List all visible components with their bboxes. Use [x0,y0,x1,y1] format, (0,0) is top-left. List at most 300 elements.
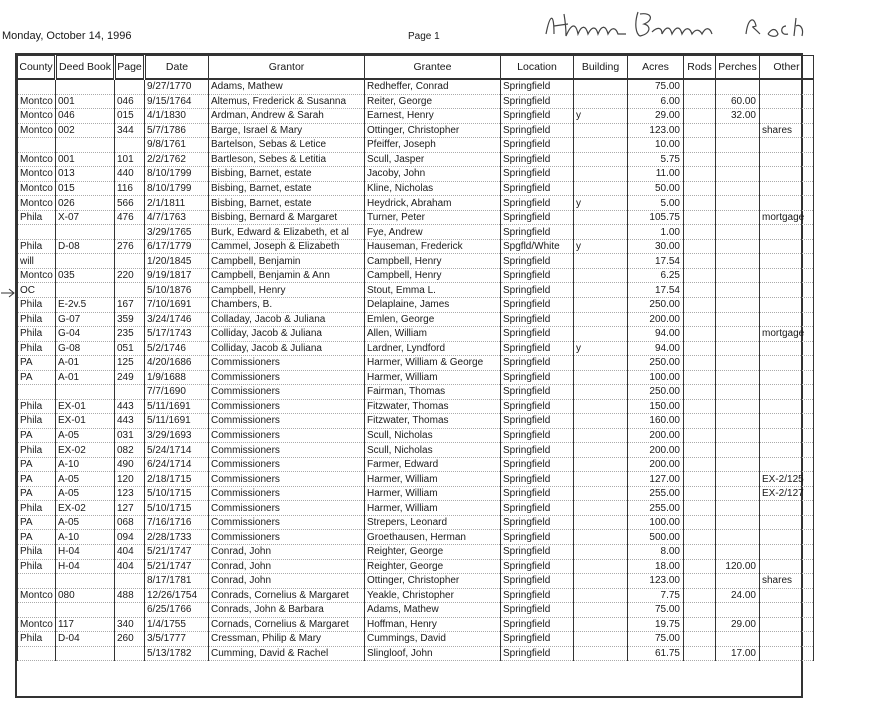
cell-building [574,588,628,603]
cell-page: 260 [115,632,145,647]
cell-location: Springfield [501,283,574,298]
cell-county: Phila [18,399,56,414]
cell-deed-book [56,283,115,298]
cell-rods [684,109,716,124]
cell-building [574,399,628,414]
cell-perches [716,457,760,472]
cell-page: 125 [115,356,145,371]
cell-rods [684,341,716,356]
cell-acres: 18.00 [628,559,684,574]
cell-other [760,603,814,618]
table-row [18,225,814,240]
cell-grantee: Heydrick, Abraham [365,196,501,211]
cell-grantee: Scull, Nicholas [365,443,501,458]
cell-other [760,428,814,443]
cell-date: 2/2/1762 [145,152,209,167]
cell-grantor: Bisbing, Barnet, estate [209,196,365,211]
cell-other [760,443,814,458]
cell-grantor: Commissioners [209,370,365,385]
cell-rods [684,559,716,574]
cell-acres: 10.00 [628,138,684,153]
cell-county: Montco [18,181,56,196]
cell-grantee: Emlen, George [365,312,501,327]
cell-location: Springfield [501,486,574,501]
cell-county: Phila [18,632,56,647]
cell-acres: 100.00 [628,515,684,530]
cell-building: y [574,109,628,124]
cell-county [18,574,56,589]
cell-building [574,356,628,371]
cell-page: 276 [115,239,145,254]
cell-location: Springfield [501,370,574,385]
table-row [18,414,814,429]
cell-deed-book: G-08 [56,341,115,356]
table-row [18,239,814,254]
cell-date: 6/25/1766 [145,603,209,618]
cell-perches: 17.00 [716,646,760,661]
cell-grantor: Bisbing, Bernard & Margaret [209,210,365,225]
table-row [18,79,814,94]
cell-grantee: Hauseman, Frederick [365,239,501,254]
cell-rods [684,428,716,443]
cell-building [574,181,628,196]
cell-location: Springfield [501,196,574,211]
cell-perches [716,530,760,545]
cell-rods [684,94,716,109]
cell-date: 4/20/1686 [145,356,209,371]
table-row [18,501,814,516]
cell-grantee: Adams, Mathew [365,603,501,618]
cell-page: 235 [115,327,145,342]
col-rods: Rods [684,56,716,80]
cell-county: PA [18,428,56,443]
table-row [18,472,814,487]
cell-county: Phila [18,312,56,327]
cell-rods [684,632,716,647]
cell-other [760,545,814,560]
table-row [18,370,814,385]
cell-perches [716,356,760,371]
cell-perches [716,181,760,196]
cell-page: 249 [115,370,145,385]
cell-county: will [18,254,56,269]
cell-county: Phila [18,297,56,312]
cell-deed-book: EX-02 [56,443,115,458]
cell-date: 3/5/1777 [145,632,209,647]
cell-rods [684,501,716,516]
cell-acres: 150.00 [628,399,684,414]
cell-page: 101 [115,152,145,167]
cell-grantee: Pfeiffer, Joseph [365,138,501,153]
table-row [18,268,814,283]
col-deed-book: Deed Book [56,56,115,80]
cell-building: y [574,239,628,254]
cell-acres: 123.00 [628,574,684,589]
cell-deed-book: EX-01 [56,414,115,429]
cell-acres: 255.00 [628,501,684,516]
cell-county: Phila [18,239,56,254]
cell-rods [684,181,716,196]
cell-grantor: Commissioners [209,414,365,429]
cell-grantor: Bartleson, Sebes & Letitia [209,152,365,167]
cell-acres: 19.75 [628,617,684,632]
cell-grantor: Commissioners [209,530,365,545]
cell-acres: 160.00 [628,414,684,429]
cell-grantee: Reighter, George [365,559,501,574]
table-row [18,603,814,618]
cell-perches [716,486,760,501]
cell-perches [716,428,760,443]
cell-location: Springfield [501,225,574,240]
cell-grantee: Earnest, Henry [365,109,501,124]
cell-other [760,530,814,545]
cell-date: 9/8/1761 [145,138,209,153]
handwritten-signature [540,4,840,48]
cell-deed-book [56,225,115,240]
cell-grantor: Commissioners [209,472,365,487]
cell-grantor: Campbell, Benjamin & Ann [209,268,365,283]
cell-building [574,632,628,647]
cell-date: 2/1/1811 [145,196,209,211]
cell-acres: 100.00 [628,370,684,385]
cell-deed-book: A-10 [56,530,115,545]
cell-acres: 8.00 [628,545,684,560]
table-row [18,486,814,501]
cell-building [574,79,628,94]
cell-other: mortgage [760,210,814,225]
cell-grantee: Jacoby, John [365,167,501,182]
cell-county [18,138,56,153]
cell-location: Springfield [501,428,574,443]
cell-perches [716,239,760,254]
cell-date: 5/10/1715 [145,486,209,501]
cell-grantor: Conrad, John [209,559,365,574]
cell-location: Springfield [501,501,574,516]
cell-other [760,283,814,298]
cell-building [574,254,628,269]
cell-building [574,210,628,225]
table-row [18,196,814,211]
table-row [18,530,814,545]
cell-acres: 6.00 [628,94,684,109]
cell-location: Springfield [501,399,574,414]
cell-building [574,94,628,109]
cell-perches [716,254,760,269]
cell-acres: 1.00 [628,225,684,240]
cell-page: 120 [115,472,145,487]
cell-perches [716,79,760,94]
cell-perches [716,399,760,414]
cell-perches: 120.00 [716,559,760,574]
cell-date: 4/1/1830 [145,109,209,124]
cell-county: OC [18,283,56,298]
cell-building [574,428,628,443]
cell-location: Springfield [501,327,574,342]
cell-date: 5/11/1691 [145,414,209,429]
cell-deed-book: H-04 [56,545,115,560]
cell-page: 443 [115,399,145,414]
cell-other [760,79,814,94]
cell-date: 5/7/1786 [145,123,209,138]
cell-grantee: Campbell, Henry [365,254,501,269]
report-date: Monday, October 14, 1996 [2,30,132,42]
cell-county: Montco [18,196,56,211]
cell-rods [684,225,716,240]
cell-date: 3/29/1765 [145,225,209,240]
cell-perches [716,341,760,356]
cell-deed-book: G-07 [56,312,115,327]
cell-acres: 127.00 [628,472,684,487]
table-header-row [18,56,814,80]
cell-perches [716,297,760,312]
cell-date: 5/11/1691 [145,399,209,414]
cell-grantee: Harmer, William [365,370,501,385]
cell-rods [684,588,716,603]
cell-location: Springfield [501,210,574,225]
cell-grantee: Turner, Peter [365,210,501,225]
cell-page: 488 [115,588,145,603]
cell-perches [716,632,760,647]
cell-rods [684,603,716,618]
cell-building [574,327,628,342]
col-date: Date [145,56,209,80]
cell-county: Montco [18,167,56,182]
cell-grantor: Commissioners [209,356,365,371]
cell-date: 1/20/1845 [145,254,209,269]
cell-acres: 50.00 [628,181,684,196]
cell-building [574,486,628,501]
table-row [18,341,814,356]
cell-building [574,646,628,661]
cell-deed-book: EX-02 [56,501,115,516]
cell-location: Springfield [501,138,574,153]
cell-acres: 250.00 [628,385,684,400]
table-row [18,588,814,603]
cell-page [115,574,145,589]
cell-grantee: Harmer, William [365,486,501,501]
cell-acres: 29.00 [628,109,684,124]
cell-building [574,297,628,312]
cell-county: Montco [18,588,56,603]
cell-location: Springfield [501,530,574,545]
cell-page [115,254,145,269]
cell-grantor: Conrads, John & Barbara [209,603,365,618]
cell-building [574,414,628,429]
cell-grantor: Barge, Israel & Mary [209,123,365,138]
cell-rods [684,239,716,254]
cell-acres: 30.00 [628,239,684,254]
cell-date: 6/17/1779 [145,239,209,254]
col-grantee: Grantee [365,56,501,80]
cell-grantee: Strepers, Leonard [365,515,501,530]
cell-acres: 123.00 [628,123,684,138]
cell-perches [716,283,760,298]
cell-building [574,385,628,400]
cell-grantee: Harmer, William [365,501,501,516]
cell-acres: 105.75 [628,210,684,225]
cell-perches [716,123,760,138]
col-page: Page [115,56,145,80]
col-county: County [18,56,56,80]
table-row [18,210,814,225]
cell-location: Springfield [501,356,574,371]
cell-perches: 60.00 [716,94,760,109]
cell-building [574,574,628,589]
cell-location: Springfield [501,109,574,124]
cell-location: Springfield [501,443,574,458]
table-row [18,457,814,472]
cell-building [574,123,628,138]
cell-acres: 17.54 [628,254,684,269]
cell-acres: 200.00 [628,428,684,443]
cell-grantee: Fairman, Thomas [365,385,501,400]
cell-page: 116 [115,181,145,196]
cell-location: Springfield [501,181,574,196]
cell-grantor: Bisbing, Barnet, estate [209,181,365,196]
cell-grantee: Reighter, George [365,545,501,560]
cell-grantor: Cressman, Philip & Mary [209,632,365,647]
cell-county [18,79,56,94]
cell-deed-book: 035 [56,268,115,283]
cell-county: Montco [18,152,56,167]
cell-perches [716,138,760,153]
cell-date: 8/10/1799 [145,181,209,196]
cell-other [760,181,814,196]
cell-county: Montco [18,94,56,109]
cell-building [574,530,628,545]
cell-county: PA [18,370,56,385]
cell-other [760,646,814,661]
cell-perches [716,152,760,167]
cell-rods [684,472,716,487]
cell-page: 051 [115,341,145,356]
cell-date: 1/9/1688 [145,370,209,385]
cell-grantor: Commissioners [209,486,365,501]
cell-perches [716,574,760,589]
cell-date: 3/24/1746 [145,312,209,327]
cell-acres: 500.00 [628,530,684,545]
cell-other [760,138,814,153]
cell-perches [716,385,760,400]
cell-page: 340 [115,617,145,632]
cell-page: 404 [115,545,145,560]
cell-grantee: Campbell, Henry [365,268,501,283]
cell-perches [716,196,760,211]
cell-perches [716,370,760,385]
cell-date: 5/13/1782 [145,646,209,661]
table-row [18,545,814,560]
cell-date: 12/26/1754 [145,588,209,603]
cell-grantor: Colliday, Jacob & Juliana [209,327,365,342]
cell-other [760,632,814,647]
cell-building [574,501,628,516]
table-row [18,399,814,414]
cell-deed-book: X-07 [56,210,115,225]
cell-grantor: Bartelson, Sebas & Letice [209,138,365,153]
cell-perches [716,545,760,560]
cell-county [18,603,56,618]
cell-date: 2/28/1733 [145,530,209,545]
cell-location: Springfield [501,123,574,138]
cell-rods [684,196,716,211]
cell-deed-book: 117 [56,617,115,632]
cell-page: 443 [115,414,145,429]
cell-deed-book: 080 [56,588,115,603]
cell-grantor: Burk, Edward & Elizabeth, et al [209,225,365,240]
cell-location: Springfield [501,297,574,312]
cell-other [760,515,814,530]
cell-rods [684,254,716,269]
cell-acres: 255.00 [628,486,684,501]
cell-acres: 94.00 [628,327,684,342]
cell-grantor: Colladay, Jacob & Juliana [209,312,365,327]
cell-other [760,617,814,632]
page-number: Page 1 [408,31,440,42]
cell-rods [684,617,716,632]
cell-grantee: Hoffman, Henry [365,617,501,632]
cell-rods [684,167,716,182]
cell-grantee: Harmer, William & George [365,356,501,371]
cell-acres: 94.00 [628,341,684,356]
cell-grantor: Commissioners [209,399,365,414]
cell-building [574,283,628,298]
cell-rods [684,574,716,589]
cell-county: Phila [18,443,56,458]
cell-building [574,545,628,560]
cell-building [574,559,628,574]
cell-county: Phila [18,327,56,342]
cell-county: Montco [18,268,56,283]
cell-acres: 61.75 [628,646,684,661]
cell-location: Springfield [501,617,574,632]
cell-building [574,268,628,283]
col-perches: Perches [716,56,760,80]
cell-county: PA [18,472,56,487]
cell-grantor: Colliday, Jacob & Juliana [209,341,365,356]
cell-other [760,297,814,312]
cell-date: 5/21/1747 [145,545,209,560]
cell-deed-book: 001 [56,152,115,167]
cell-other [760,225,814,240]
cell-grantor: Cornads, Cornelius & Margaret [209,617,365,632]
cell-county: Montco [18,123,56,138]
cell-county: Montco [18,109,56,124]
cell-grantor: Altemus, Frederick & Susanna [209,94,365,109]
cell-county: PA [18,515,56,530]
cell-county: Montco [18,617,56,632]
cell-county [18,225,56,240]
cell-deed-book: 002 [56,123,115,138]
cell-rods [684,515,716,530]
cell-location: Springfield [501,574,574,589]
cell-rods [684,327,716,342]
cell-page [115,603,145,618]
cell-deed-book: A-10 [56,457,115,472]
cell-page: 220 [115,268,145,283]
cell-deed-book: 001 [56,94,115,109]
cell-location: Springfield [501,94,574,109]
cell-acres: 7.75 [628,588,684,603]
cell-deed-book: A-01 [56,370,115,385]
cell-acres: 250.00 [628,297,684,312]
cell-grantee: Farmer, Edward [365,457,501,472]
cell-acres: 75.00 [628,632,684,647]
cell-perches [716,210,760,225]
cell-building [574,167,628,182]
col-building: Building [574,56,628,80]
cell-location: Springfield [501,385,574,400]
cell-rods [684,545,716,560]
